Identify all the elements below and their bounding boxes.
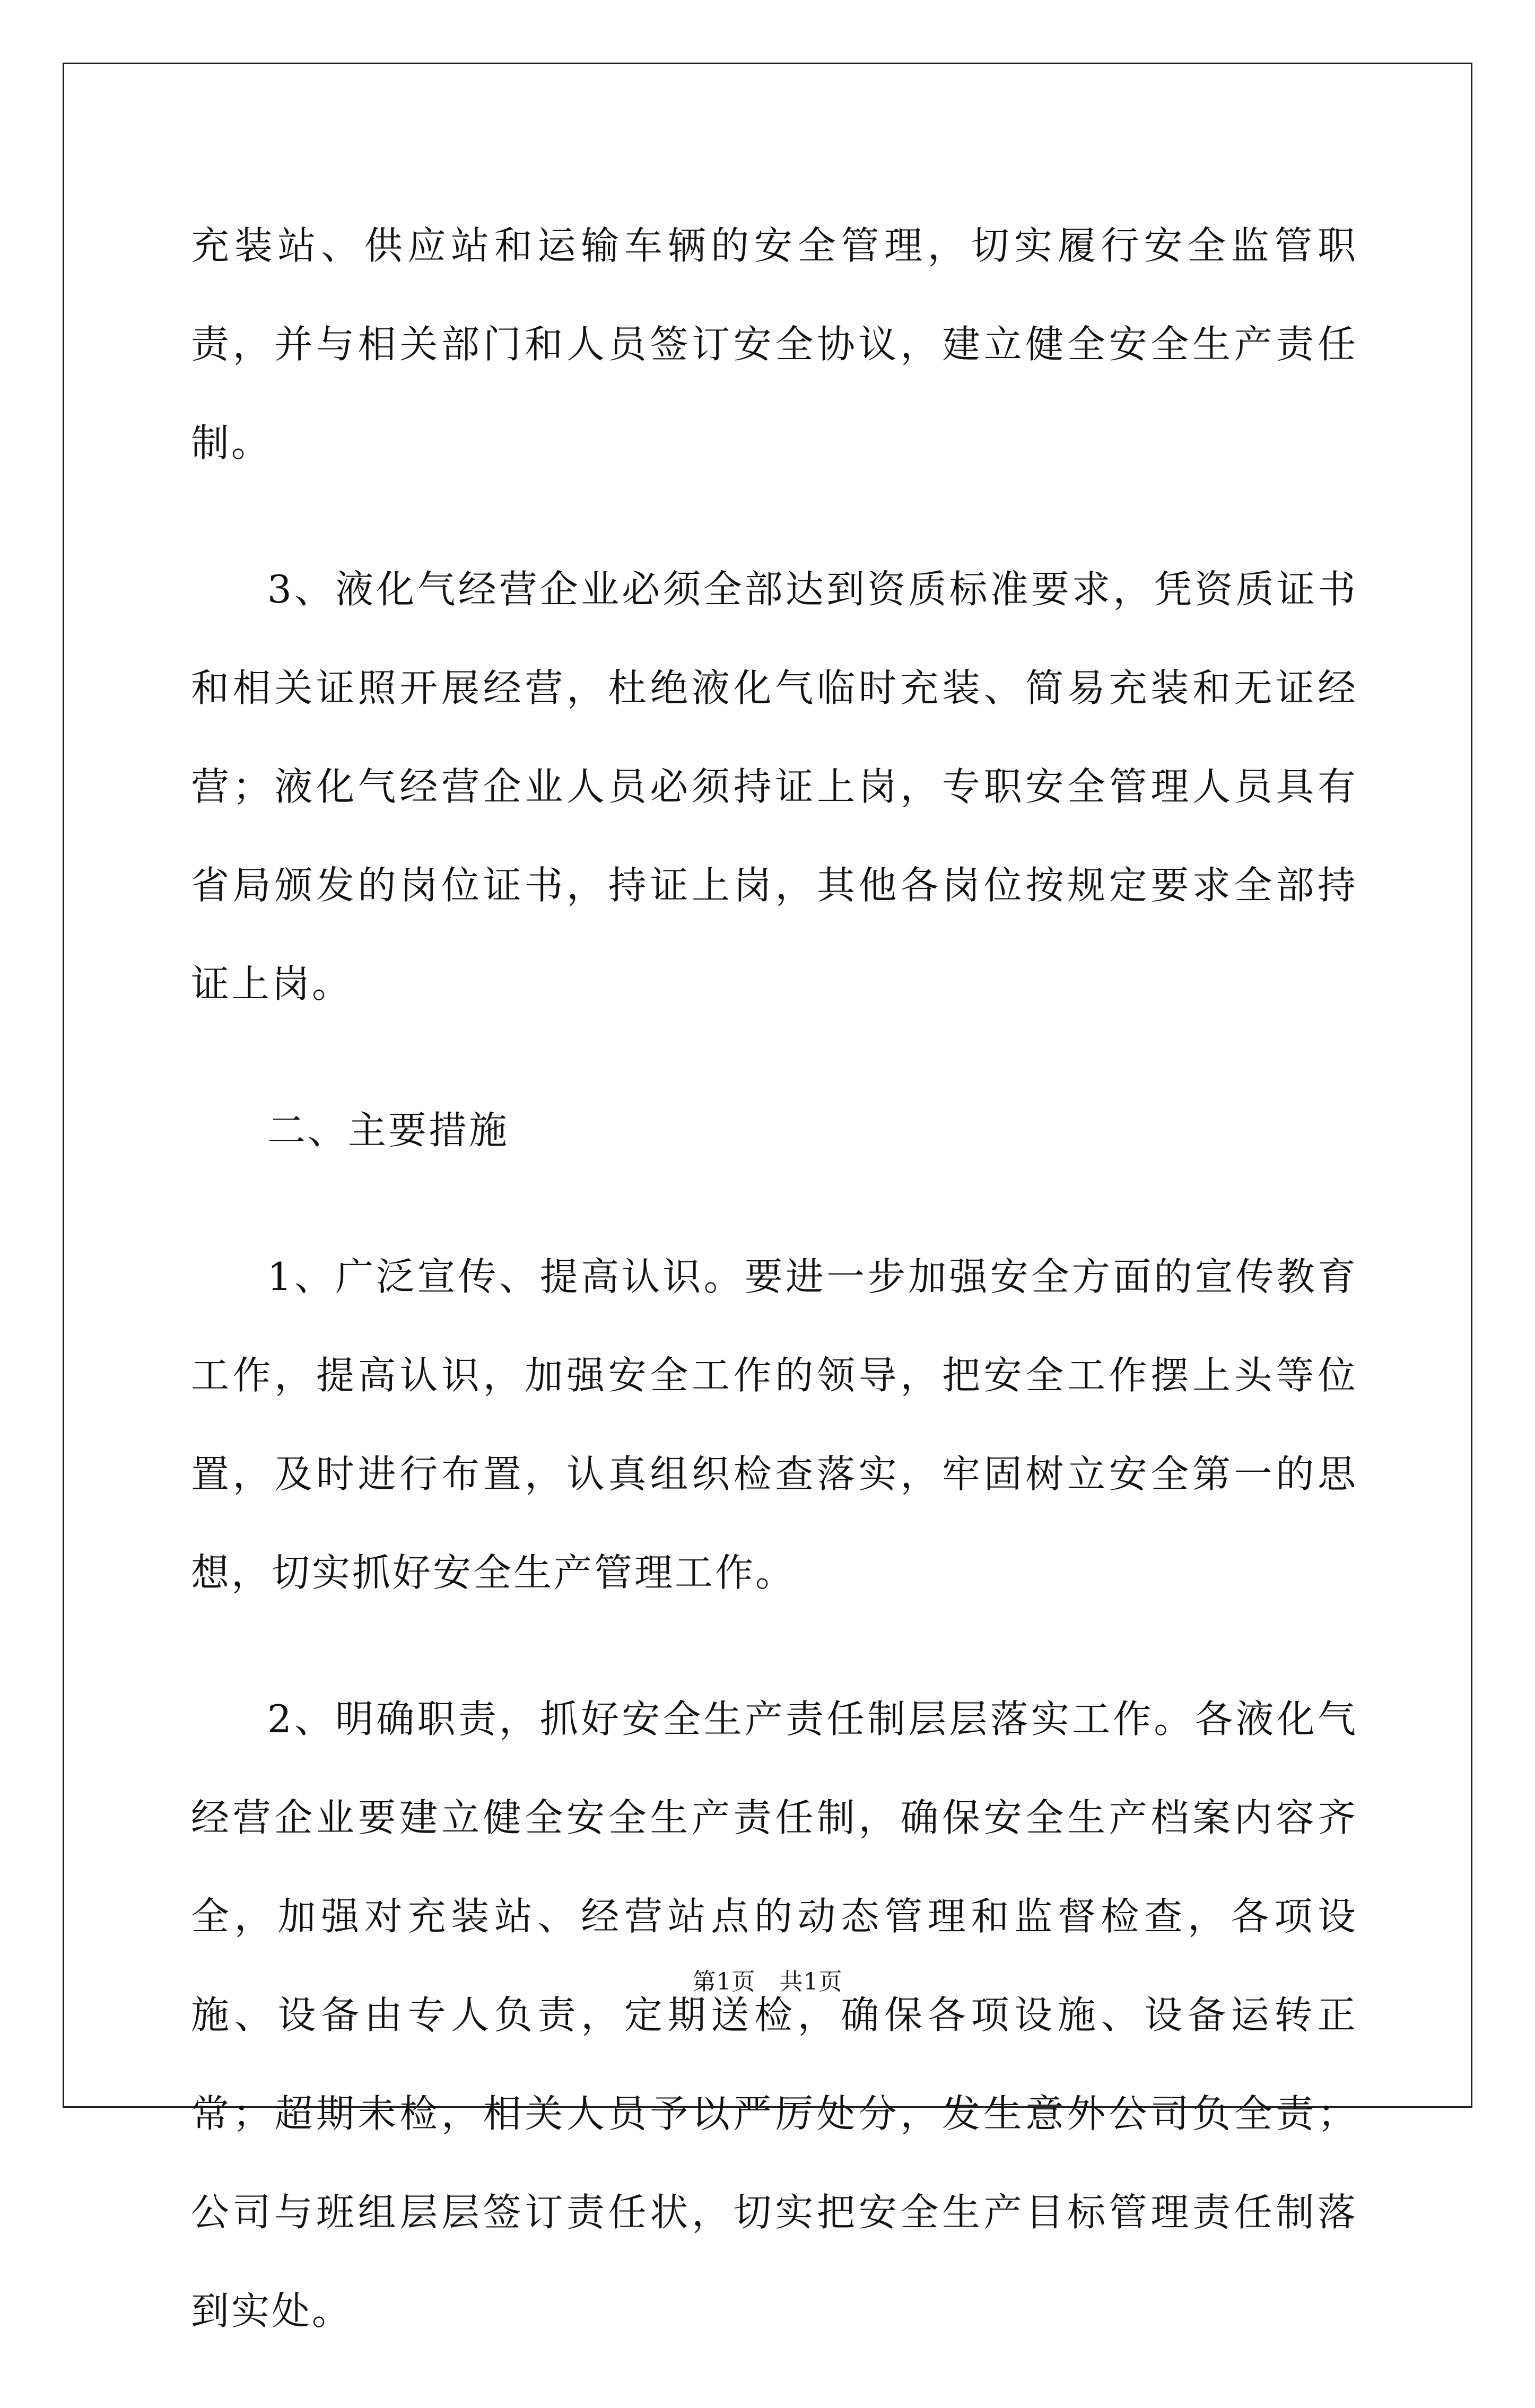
- page-footer: [0, 1962, 1535, 1996]
- paragraph-1: 充装站、供应站和运输车辆的安全管理，切实履行安全监管职责，并与相关部门和人员签订安全协议，建立健全安全生产责任制。: [191, 223, 1358, 465]
- page-number: 第1页: [692, 1968, 756, 1995]
- page-total: 共1页: [779, 1968, 843, 1995]
- document-body: [191, 196, 1358, 2408]
- paragraph-2: 3、液化气经营企业必须全部达到资质标准要求，凭资质证书和相关证照开展经营，杜绝液化气临时充装、简易充装和无证经营；液化气经营企业人员必须持证上岗，专职安全管理人员具有省局颁发的岗位证书，持证上岗，其他各岗位按规定要求全部持证上岗。: [191, 567, 1358, 1006]
- section-heading: 二、主要措施: [267, 1108, 510, 1153]
- paragraph-3: 1、广泛宣传、提高认识。要进一步加强安全方面的宣传教育工作，提高认识，加强安全工作的领导，把安全工作摆上头等位置，及时进行布置，认真组织检查落实，牢固树立安全第一的思想，切实抓好安全生产管理工作。: [191, 1254, 1358, 1595]
- paragraph-4: 2、明确职责，抓好安全生产责任制层层落实工作。各液化气经营企业要建立健全安全生产责任制，确保安全生产档案内容齐全，加强对充装站、经营站点的动态管理和监督检查，各项设施、设备由专人负责，定期送检，确保各项设施、设备运转正常；超期未检，相关人员予以严厉处分，发生意外公司负全责；公司与班组层层签订责任状，切实把安全生产目标管理责任制落到实处。: [191, 1697, 1358, 2333]
